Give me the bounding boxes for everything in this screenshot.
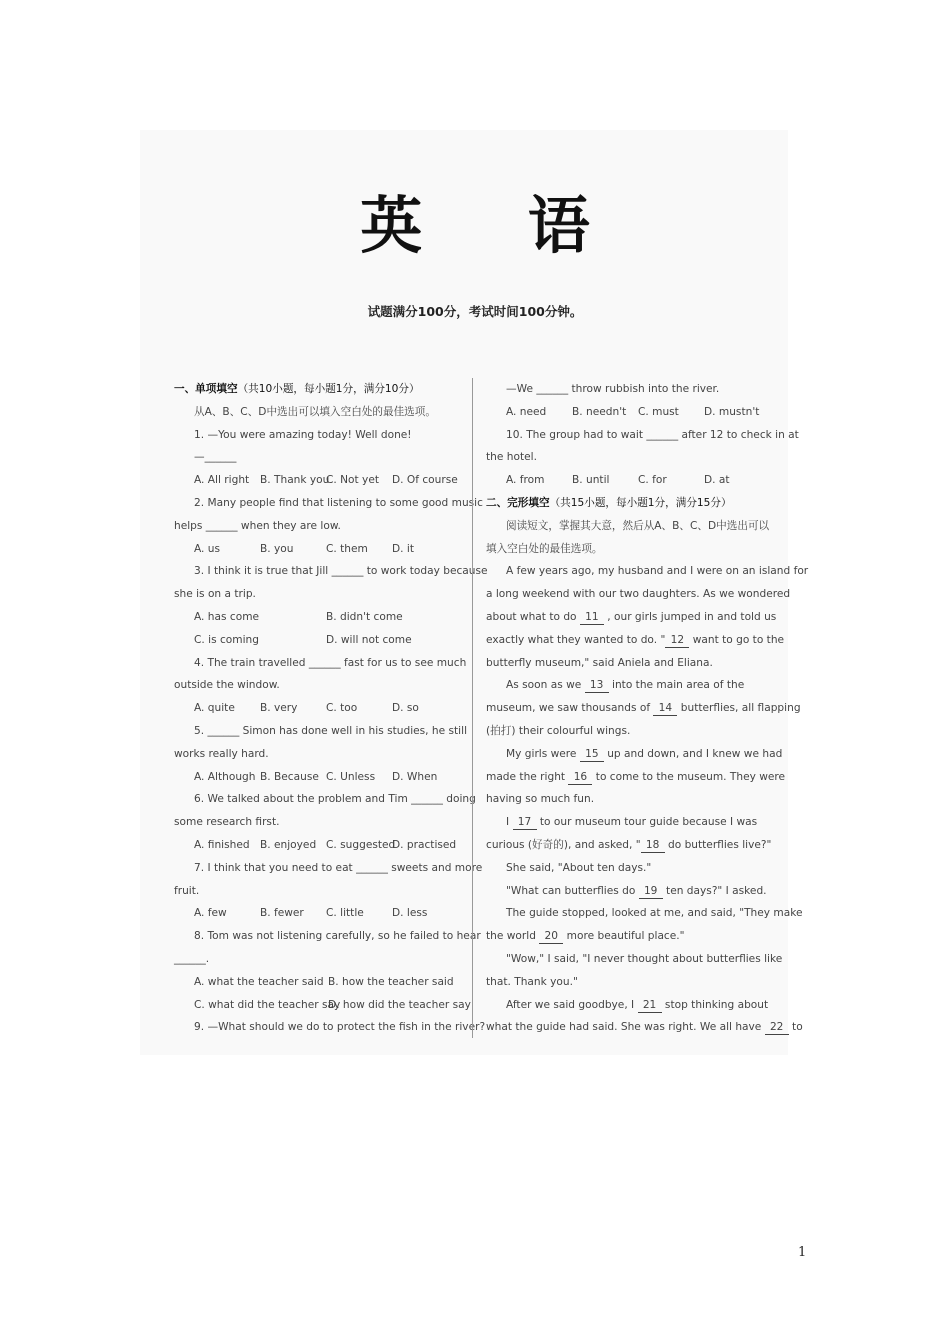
blank-number: 20: [539, 929, 563, 944]
text-segment: As soon as we: [506, 679, 585, 692]
answer-options: [174, 834, 464, 857]
text-line: The guide stopped, looked at me, and said, "They make: [506, 907, 803, 920]
answer-option: C. suggested: [326, 838, 396, 851]
answer-option: C. too: [326, 702, 358, 715]
text-line: works really hard.: [174, 747, 269, 760]
answer-option: A. what the teacher said: [194, 975, 324, 988]
text-line: 10. The group had to wait ______ after 12 to check in at: [506, 428, 799, 441]
answer-option: C. must: [638, 405, 679, 418]
text-segment: butterflies, all flapping: [677, 702, 801, 715]
text-segment: do butterflies live?": [664, 838, 772, 851]
answer-option: B. fewer: [260, 907, 304, 920]
answer-option: B. how the teacher said: [328, 975, 454, 988]
text-segment: museum, we saw thousands of: [486, 702, 654, 715]
text-segment: "What can butterflies do: [506, 884, 639, 897]
text-line: 填入空白处的最佳选项。: [486, 542, 603, 555]
answer-option: A. Although: [194, 770, 256, 783]
answer-options: [174, 629, 464, 652]
answer-option: C. for: [638, 474, 667, 487]
answer-option: C. what did the teacher say: [194, 998, 341, 1011]
section-heading: [486, 492, 784, 515]
answer-option: D. practised: [392, 838, 457, 851]
answer-options: [174, 697, 464, 720]
answer-option: B. enjoyed: [260, 838, 317, 851]
blank-number: 19: [639, 884, 663, 899]
text-line: A few years ago, my husband and I were on an island for: [506, 565, 809, 578]
text-segment: stop thinking about: [661, 998, 769, 1011]
blank-number: 11: [580, 610, 604, 625]
text-line: [486, 880, 784, 903]
text-line: 8. Tom was not listening carefully, so he failed to hear: [194, 930, 481, 943]
answer-option: B. very: [260, 702, 298, 715]
answer-option: A. few: [194, 907, 227, 920]
text-line: 1. —You were amazing today! Well done!: [194, 428, 412, 441]
text-segment: made the right: [486, 770, 569, 783]
text-line: [486, 697, 801, 720]
answer-option: D. at: [704, 474, 730, 487]
text-segment: into the main area of the: [608, 679, 745, 692]
answer-option: A. us: [194, 542, 221, 555]
text-segment: what the guide had said. She was right. We all have: [486, 1021, 765, 1034]
text-line: She said, "About ten days.": [506, 861, 652, 874]
answer-option: B. Because: [260, 770, 319, 783]
text-line: 5. ______ Simon has done well in his studies, he still: [194, 724, 468, 737]
answer-option: C. little: [326, 907, 364, 920]
answer-options: [174, 606, 464, 629]
text-line: (拍打) their colourful wings.: [486, 724, 631, 737]
text-line: ______.: [174, 952, 210, 965]
text-line: the hotel.: [486, 451, 537, 464]
text-line: [486, 994, 784, 1017]
blank-number: 16: [568, 770, 592, 785]
text-segment: up and down, and I knew we had: [603, 747, 783, 760]
answer-option: C. Unless: [326, 770, 376, 783]
text-line: [486, 606, 784, 629]
text-line: [486, 811, 784, 834]
text-line: [486, 1016, 803, 1039]
answer-options: [174, 469, 464, 492]
answer-option: A. All right: [194, 474, 250, 487]
answer-option: A. quite: [194, 702, 235, 715]
text-line: 6. We talked about the problem and Tim ______ doing: [194, 793, 476, 806]
answer-option: B. until: [572, 474, 610, 487]
text-line: that. Thank you.": [486, 975, 578, 988]
answer-option: A. need: [506, 405, 547, 418]
text-line: butterfly museum," said Aniela and Eliana.: [486, 656, 713, 669]
answer-options: [174, 902, 464, 925]
answer-option: B. needn't: [572, 405, 627, 418]
answer-option: B. you: [260, 542, 294, 555]
section-heading: [174, 378, 464, 401]
text-line: some research first.: [174, 816, 280, 829]
text-line: [486, 766, 784, 789]
answer-option: A. has come: [194, 610, 260, 623]
text-segment: I: [506, 816, 513, 829]
blank-number: 21: [638, 998, 662, 1013]
blank-number: 12: [665, 633, 689, 648]
text-line: [486, 925, 784, 948]
answer-option: D. it: [392, 542, 414, 555]
exam-info: 试题满分100分，考试时间100分钟。: [367, 304, 583, 319]
section-title: 一、单项填空: [174, 383, 238, 395]
answer-option: D. how did the teacher say: [328, 998, 471, 1011]
section-note: （共15小题，每小题1分，满分15分）: [549, 496, 732, 509]
section-title: 二、完形填空: [486, 496, 550, 509]
answer-option: C. them: [326, 542, 368, 555]
answer-option: C. is coming: [194, 633, 259, 646]
answer-option: B. Thank you: [260, 474, 330, 487]
blank-number: 14: [653, 701, 677, 716]
answer-options: [174, 994, 471, 1017]
text-line: having so much fun.: [486, 793, 595, 806]
text-line: 4. The train travelled ______ fast for us to see much: [194, 656, 467, 669]
answer-option: B. didn't come: [326, 610, 403, 623]
text-line: —______: [194, 451, 237, 464]
text-line: [486, 629, 784, 652]
text-segment: After we said goodbye, I: [506, 998, 638, 1011]
text-segment: to our museum tour guide because I was: [536, 816, 758, 829]
answer-option: D. less: [392, 907, 428, 920]
blank-number: 18: [641, 838, 665, 853]
text-line: —We ______ throw rubbish into the river.: [506, 383, 720, 395]
text-line: 3. I think it is true that Jill ______ to work today because: [194, 565, 488, 578]
answer-option: D. will not come: [326, 633, 412, 646]
blank-number: 17: [513, 815, 537, 830]
text-line: outside the window.: [174, 679, 280, 692]
answer-options: [174, 766, 464, 789]
text-line: 7. I think that you need to eat ______ sweets and more: [194, 861, 483, 874]
left-column: [174, 378, 488, 1039]
text-line: [486, 674, 784, 697]
answer-options: [486, 469, 784, 492]
text-line: 2. Many people find that listening to some good music: [194, 496, 483, 509]
text-line: fruit.: [174, 884, 200, 897]
page-title: 英 语: [360, 189, 632, 262]
right-column: [486, 378, 809, 1039]
section-note: （共10小题，每小题1分，满分10分）: [237, 383, 420, 395]
blank-number: 15: [580, 747, 604, 762]
text-line: 从A、B、C、D中选出可以填入空白处的最佳选项。: [194, 405, 436, 418]
answer-option: A. finished: [194, 838, 250, 851]
answer-option: C. Not yet: [326, 474, 379, 487]
answer-option: D. so: [392, 702, 419, 715]
text-line: [486, 834, 784, 857]
blank-number: 13: [585, 678, 609, 693]
column-divider: [472, 378, 473, 1038]
text-line: 阅读短文，掌握其大意，然后从A、B、C、D中选出可以: [506, 519, 770, 532]
page-number: 1: [798, 1245, 807, 1260]
answer-options: [174, 971, 464, 994]
answer-option: D. When: [392, 770, 438, 783]
text-segment: exactly what they wanted to do. ": [486, 633, 666, 646]
answer-options: [174, 538, 464, 561]
text-line: a long weekend with our two daughters. As we wondered: [486, 588, 791, 601]
answer-option: D. mustn't: [704, 405, 760, 418]
text-line: helps ______ when they are low.: [174, 519, 341, 532]
answer-option: A. from: [506, 474, 545, 487]
answer-options: [486, 401, 784, 424]
text-segment: My girls were: [506, 747, 580, 760]
answer-option: D. Of course: [392, 474, 458, 487]
text-segment: , our girls jumped in and told us: [603, 610, 777, 623]
text-segment: about what to do: [486, 610, 580, 623]
text-segment: curious (好奇的), and asked, ": [486, 838, 641, 851]
text-segment: ten days?" I asked.: [662, 884, 767, 897]
text-line: she is on a trip.: [174, 588, 256, 601]
text-segment: to: [788, 1021, 803, 1034]
blank-number: 22: [765, 1020, 789, 1035]
text-line: 9. —What should we do to protect the fish in the river?: [194, 1021, 486, 1034]
text-line: [486, 743, 784, 766]
text-segment: the world: [486, 930, 540, 943]
text-segment: more beautiful place.": [563, 930, 685, 943]
text-segment: want to go to the: [689, 633, 785, 646]
text-line: "Wow," I said, "I never thought about butterflies like: [506, 952, 783, 965]
text-segment: to come to the museum. They were: [592, 770, 786, 783]
